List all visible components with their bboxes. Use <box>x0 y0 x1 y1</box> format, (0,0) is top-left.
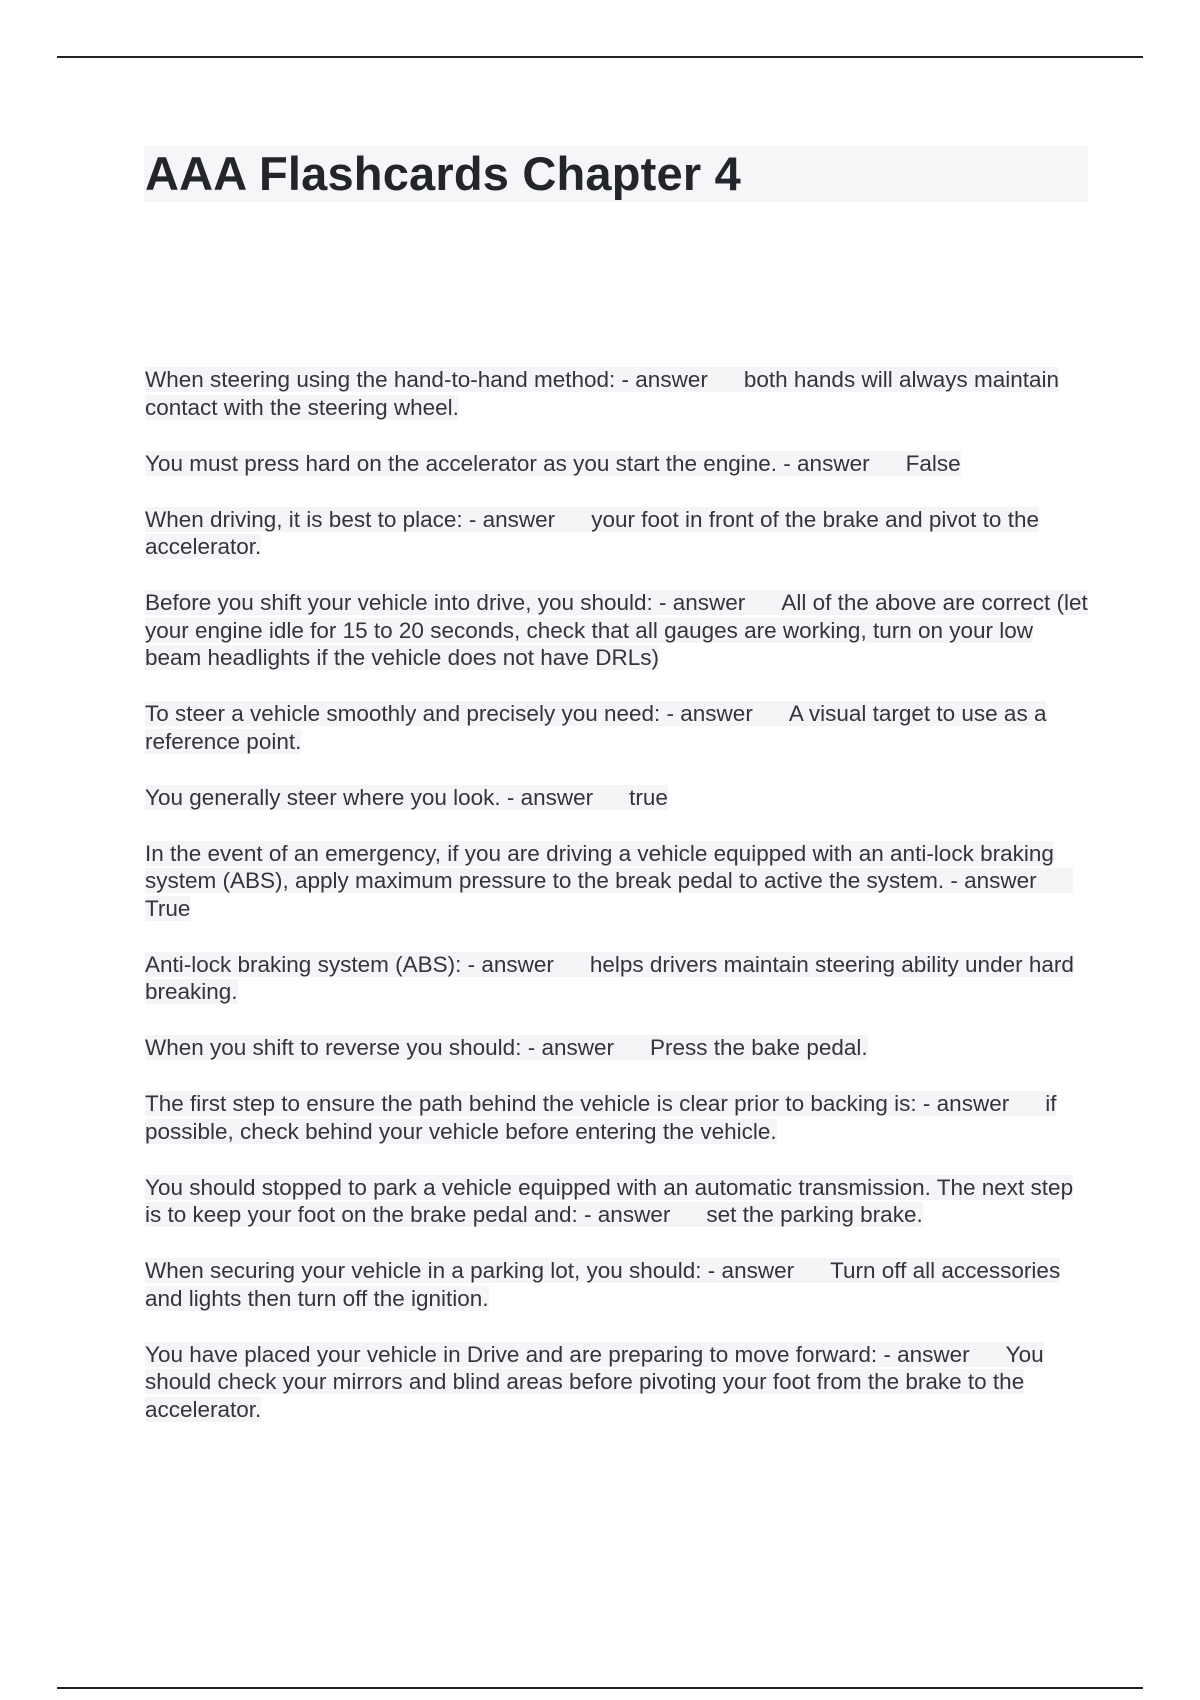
flashcard-question: In the event of an emergency, if you are driving a vehicle equipped with an anti-lock braking system (ABS), apply maximum pressure to the break pedal to active the system. - answer <box>145 840 1054 893</box>
flashcard-question: You generally steer where you look. - answer <box>145 784 594 810</box>
flashcard-answer: A visual target to use as a reference point. <box>145 701 1047 754</box>
flashcard-answer: set the parking brake. <box>706 1202 923 1227</box>
flashcard <box>145 366 1095 421</box>
flashcard-list <box>145 366 1095 1452</box>
flashcard-question: You have placed your vehicle in Drive and are preparing to move forward: - answer <box>145 1341 970 1367</box>
flashcard-question: You should stopped to park a vehicle equipped with an automatic transmission. The next step is to keep your foot on the brake pedal and: - answer <box>145 1174 1074 1227</box>
flashcard-question: To steer a vehicle smoothly and precisely you need: - answer <box>145 701 753 726</box>
flashcard-answer: helps drivers maintain steering ability under hard breaking. <box>145 951 1074 1004</box>
flashcard-answer: False <box>905 450 961 476</box>
flashcard-question: When driving, it is best to place: - answer <box>145 506 556 532</box>
flashcard <box>145 450 1095 478</box>
flashcard <box>145 700 1095 755</box>
flashcard-answer: if possible, check behind your vehicle before entering the vehicle. <box>145 1091 1057 1144</box>
flashcard-question: When you shift to reverse you should: - answer <box>145 1035 614 1060</box>
flashcard <box>145 1257 1095 1312</box>
flashcard-question: When steering using the hand-to-hand method: - answer <box>145 367 708 392</box>
flashcard <box>145 1090 1095 1145</box>
flashcard <box>145 951 1095 1006</box>
flashcard <box>145 784 1095 812</box>
flashcard-answer: both hands will always maintain contact with the steering wheel. <box>145 367 1060 420</box>
page-title: AAA Flashcards Chapter 4 <box>145 147 741 200</box>
flashcard-question: Before you shift your vehicle into drive, you should: - answer <box>145 590 746 615</box>
flashcard-answer: You should check your mirrors and blind areas before pivoting your foot from the brake to the accelerator. <box>145 1341 1044 1422</box>
flashcard <box>145 1174 1095 1229</box>
top-rule <box>57 56 1143 58</box>
flashcard <box>145 589 1095 672</box>
flashcard <box>145 506 1095 561</box>
bottom-rule <box>57 1687 1143 1689</box>
flashcard-question: When securing your vehicle in a parking lot, you should: - answer <box>145 1258 795 1283</box>
flashcard <box>145 1341 1095 1424</box>
flashcard-question: You must press hard on the accelerator as you start the engine. - answer <box>145 450 870 476</box>
flashcard-answer: All of the above are correct (let your engine idle for 15 to 20 seconds, check that all gauges are working, turn on your low beam headlights if the vehicle does not have DRLs) <box>145 590 1088 670</box>
flashcard-answer: true <box>629 784 668 810</box>
flashcard-question: Anti-lock braking system (ABS): - answer <box>145 951 554 977</box>
flashcard-question: The first step to ensure the path behind the vehicle is clear prior to backing is: - answer <box>145 1091 1010 1116</box>
flashcard-answer: Press the bake pedal. <box>649 1035 868 1060</box>
flashcard <box>145 840 1095 923</box>
flashcard-answer: your foot in front of the brake and pivot to the accelerator. <box>145 506 1039 559</box>
flashcard <box>145 1034 1095 1062</box>
flashcard-answer: Turn off all accessories and lights then turn off the ignition. <box>145 1258 1061 1311</box>
flashcard-answer: True <box>145 895 191 921</box>
